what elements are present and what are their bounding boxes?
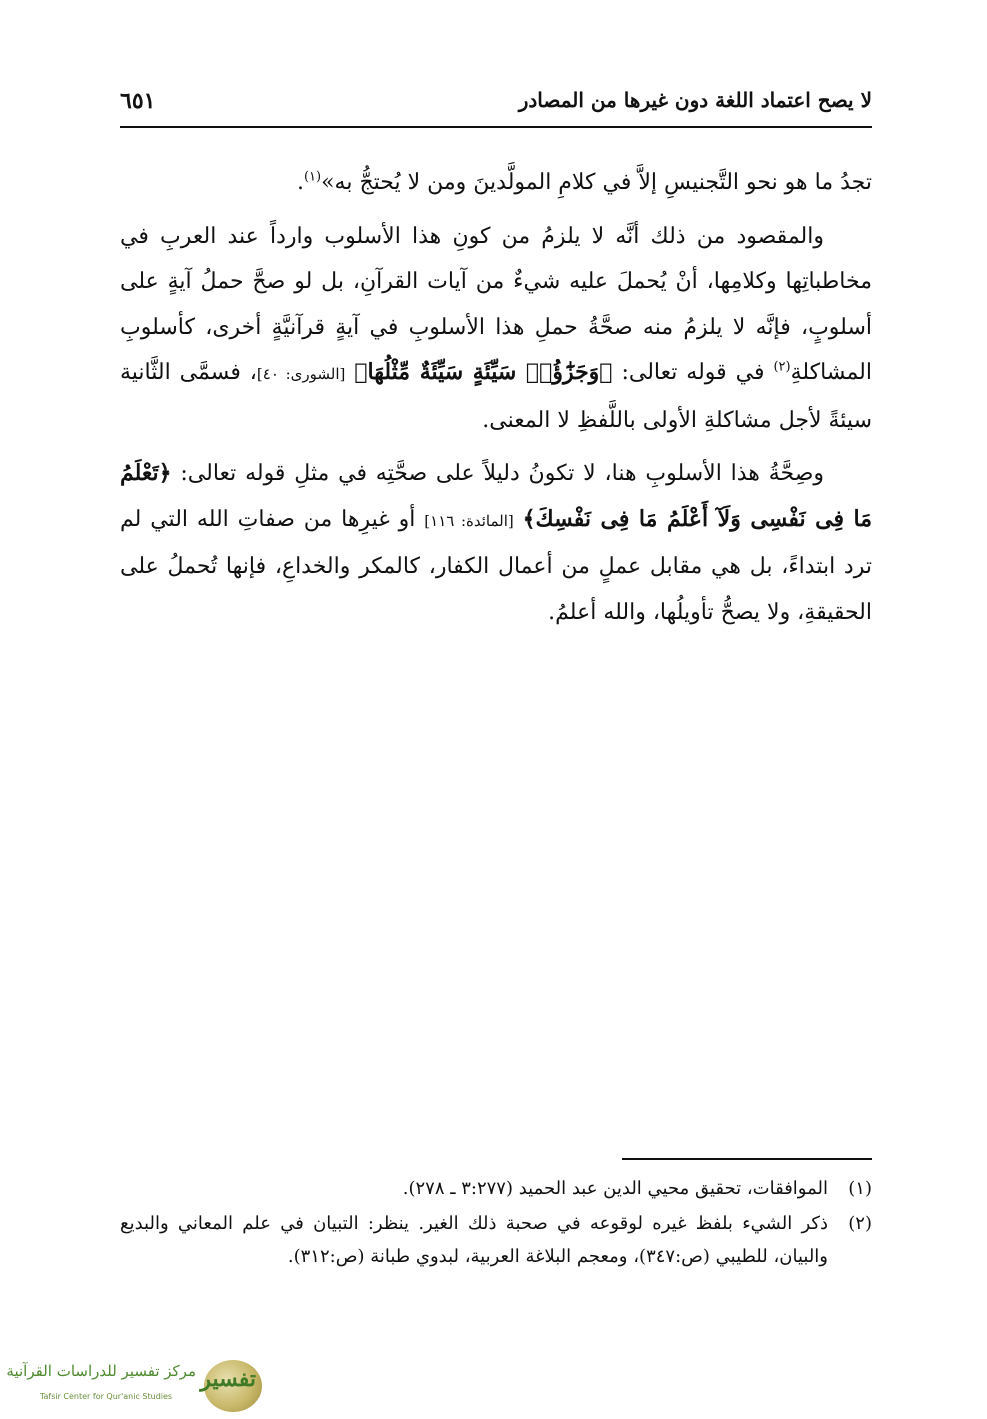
paragraph-2: [120, 214, 872, 444]
quran-verse-almaidah: ﴿تَعْلَمُ مَا فِى نَفْسِى وَلَآ أَعْلَمُ مَا فِى نَفْسِكَ﴾: [120, 460, 873, 532]
main-text: [120, 160, 872, 643]
publisher-logo: [6, 1358, 262, 1414]
logo-org-english: Tafsir Center for Qur'anic Studies: [39, 1392, 173, 1401]
footnote-number: (٢): [848, 1213, 872, 1234]
paragraph-2-text-b: في قوله تعالى:: [621, 360, 765, 385]
running-header: [120, 86, 872, 122]
header-rule: [120, 126, 872, 128]
paragraph-2-text-c: ، فسمَّى الثَّانية سيئةً لأجل مشاكلةِ الأولى باللَّفظِ لا المعنى.: [120, 360, 872, 433]
footnote-number: (١): [848, 1178, 872, 1199]
paragraph-1-end: .: [296, 170, 304, 195]
footnote-rule: [622, 1158, 872, 1160]
footnote-2: [120, 1207, 872, 1273]
verse-reference-almaidah: [المائدة: ١١٦]: [424, 511, 514, 530]
quran-verse-ashura: ﴿وَجَزَٰٓؤُا۟ سَيِّئَةٍ سَيِّئَةٌ مِّثْلُهَا﴾: [354, 359, 613, 385]
page-number: ٦٥١: [120, 88, 156, 114]
footnote-ref-2[interactable]: (٢): [773, 359, 791, 375]
footnote-text: ذكر الشيء بلفظ غيره لوقوعه في صحبة ذلك الغير. ينظر: التبيان في علم المعاني والبديع والبيان، للطيبي (ص:٣٤٧)، ومعجم البلاغة العربية، لبدوي طبانة (ص:٣١٢).: [120, 1213, 828, 1267]
footnotes: [120, 1172, 872, 1275]
paragraph-1: [120, 160, 872, 206]
paragraph-2-text-a: والمقصود من ذلك أنَّه لا يلزمُ من كونِ هذا الأسلوب وارداً عند العربِ في مخاطباتِها وكلامِها، أنْ يُحملَ عليه شيءٌ من آيات القرآنِ، بل لو صحَّ حملُ آيةٍ على أسلوبٍ، فإنَّه لا يلزمُ منه صحَّةُ حملِ هذا الأسلوبِ في آيةٍ قرآنيَّةٍ أخرى، كأسلوبِ المشاكلةِ: [120, 223, 872, 385]
verse-reference-ashura: [الشورى: ٤٠]: [256, 365, 346, 383]
paragraph-3-text-b: أو غيرِها من صفاتِ الله التي لم ترد ابتداءً، بل هي مقابل عملٍ من أعمال الكفار، كالمكر والخداعِ، فإنها تُحملُ على الحقيقةِ، ولا يصحُّ تأويلُها، والله أعلمُ.: [120, 506, 872, 625]
paragraph-1-text: تجدُ ما هو نحو التَّجنيسِ إلاَّ في كلامِ المولَّدينَ ومن لا يُحتجُّ به»: [321, 170, 872, 195]
logo-word: تفسير: [200, 1366, 256, 1392]
paragraph-3-text-a: وصِحَّةُ هذا الأسلوبِ هنا، لا تكونُ دليلاً على صحَّتِه في مثلِ قوله تعالى:: [180, 461, 824, 486]
footnote-ref-1[interactable]: (١): [303, 169, 322, 185]
running-title: لا يصح اعتماد اللغة دون غيرها من المصادر: [518, 88, 872, 112]
footnote-1: [120, 1172, 872, 1205]
paragraph-3: [120, 451, 872, 635]
logo-org-arabic: مركز تفسير للدراسات القرآنية: [6, 1362, 196, 1380]
footnote-text: الموافقات، تحقيق محيي الدين عبد الحميد (٣:٢٧٧ ـ ٢٧٨).: [402, 1178, 828, 1199]
